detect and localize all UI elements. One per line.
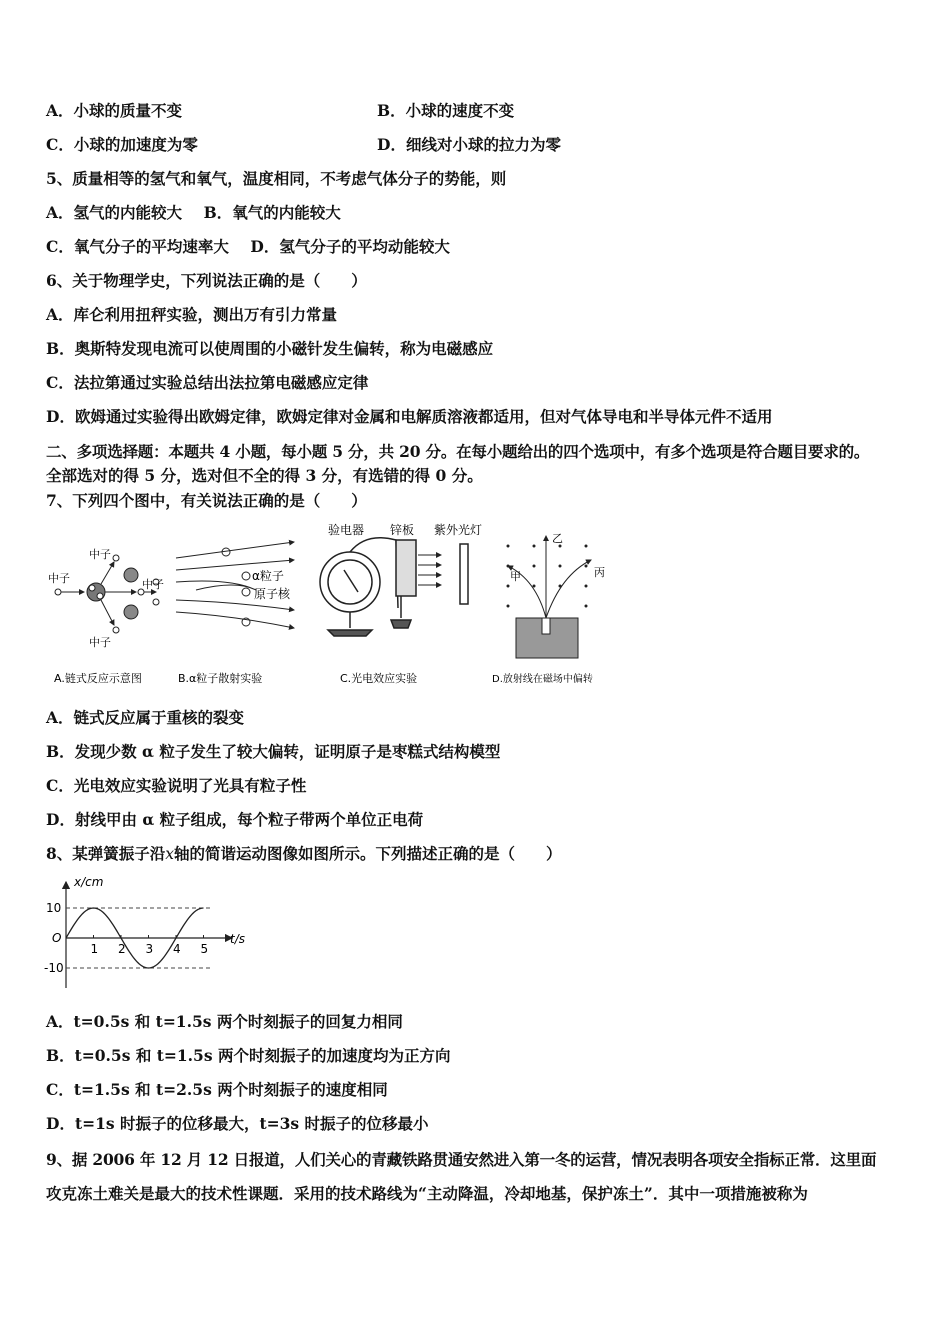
q4-option-a: A．小球的质量不变	[46, 101, 183, 120]
q6-option-b: B．奥斯特发现电流可以使周围的小磁针发生偏转，称为电磁感应	[46, 339, 494, 358]
label-zinc-plate: 锌板	[390, 523, 415, 537]
q8-option-a: A．t=0.5s 和 t=1.5s 两个时刻振子的回复力相同	[46, 1012, 403, 1031]
q8-option-b: B．t=0.5s 和 t=1.5s 两个时刻振子的加速度均为正方向	[46, 1046, 451, 1065]
x-axis-label: t/s	[230, 932, 245, 946]
label-uv-lamp: 紫外光灯	[434, 523, 483, 537]
caption-b: B.α粒子散射实验	[178, 672, 263, 685]
q8-option-d: D．t=1s 时振子的位移最大，t=3s 时振子的位移最小	[46, 1114, 429, 1133]
q6-option-d: D．欧姆通过实验得出欧姆定律，欧姆定律对金属和电解质溶液都适用，但对气体导电和半导体元件不适用	[46, 407, 773, 426]
q7-stem: 7、下列四个图中，有关说法正确的是（ ）	[46, 491, 367, 510]
x-tick-label: 4	[173, 942, 181, 956]
x-tick-label: 2	[118, 942, 126, 956]
x-tick-label: 3	[145, 942, 154, 956]
caption-c: C.光电效应实验	[340, 672, 418, 685]
q8-option-c: C．t=1.5s 和 t=2.5s 两个时刻振子的速度相同	[46, 1080, 388, 1099]
x-tick-label: 5	[200, 942, 209, 956]
q4-option-b: B．小球的速度不变	[377, 101, 515, 120]
q5-stem: 5、质量相等的氢气和氧气，温度相同，不考虑气体分子的势能，则	[46, 169, 507, 188]
label-neutron-bottom: 中子	[89, 636, 111, 649]
q7-option-c: C．光电效应实验说明了光具有粒子性	[46, 776, 307, 795]
label-neutron-left: 中子	[48, 572, 70, 585]
q8-stem-var: x	[165, 845, 175, 863]
panel-c-photoelectric	[320, 538, 468, 636]
caption-d: D.放射线在磁场中偏转	[492, 674, 593, 685]
panel-a-chain-reaction	[48, 547, 164, 649]
q7-option-b: B．发现少数 α 粒子发生了较大偏转，证明原子是枣糕式结构模型	[46, 742, 501, 761]
x-tick-label: 1	[90, 942, 99, 956]
panel-b-alpha-scattering	[176, 542, 294, 628]
q6-option-a: A．库仑利用扭秤实验，测出万有引力常量	[46, 305, 338, 324]
label-nucleus: 原子核	[254, 587, 291, 601]
q9-line2: 攻克冻土难关是最大的技术性课题．采用的技术路线为“主动降温，冷却地基，保护冻土”．其中一项措施被称为	[46, 1184, 808, 1203]
label-alpha-particle: α粒子	[252, 569, 284, 583]
label-ray-bing: 丙	[594, 566, 605, 579]
q7-figure	[46, 520, 618, 690]
y-tick-neg10: -10	[44, 961, 64, 975]
section2-line2: 全部选对的得 5 分，选对但不全的得 3 分，有选错的得 0 分。	[46, 466, 483, 485]
label-ray-yi: 乙	[552, 532, 563, 545]
q8-stem-pre: 8、某弹簧振子沿	[46, 844, 166, 863]
q5-options-cd: C．氧气分子的平均速率大 D．氢气分子的平均动能较大	[46, 237, 450, 256]
panel-d-radiation	[507, 536, 592, 658]
q4-option-c: C．小球的加速度为零	[46, 135, 198, 154]
section2-line1: 二、多项选择题：本题共 4 小题，每小题 5 分，共 20 分。在每小题给出的四个选项中，有多个选项是符合题目要求的。	[46, 442, 870, 461]
q5-options-ab: A．氢气的内能较大 B．氧气的内能较大	[46, 203, 341, 222]
q7-option-a: A．链式反应属于重核的裂变	[46, 708, 245, 727]
label-neutron-top: 中子	[89, 548, 111, 561]
label-electroscope: 验电器	[328, 523, 365, 537]
y-tick-10: 10	[46, 901, 62, 915]
caption-a: A.链式反应示意图	[54, 672, 142, 685]
q9-line1: 9、据 2006 年 12 月 12 日报道，人们关心的青藏铁路贯通安然进入第一冬的运营，情况表明各项安全指标正常．这里面	[46, 1150, 877, 1169]
label-neutron-right: 中子	[142, 578, 164, 591]
q8-stem	[46, 843, 562, 865]
q6-option-c: C．法拉第通过实验总结出法拉第电磁感应定律	[46, 373, 369, 392]
q8-shm-chart	[40, 870, 260, 994]
q7-option-d: D．射线甲由 α 粒子组成，每个粒子带两个单位正电荷	[46, 810, 424, 829]
y-axis-label: x/cm	[74, 875, 104, 889]
label-ray-jia: 甲	[510, 570, 521, 583]
q8-stem-post: 轴的简谐运动图像如图所示。下列描述正确的是（ ）	[174, 844, 562, 863]
origin-label: O	[52, 931, 62, 945]
q4-option-d: D．细线对小球的拉力为零	[377, 135, 561, 154]
q6-stem: 6、关于物理学史，下列说法正确的是（ ）	[46, 271, 367, 290]
